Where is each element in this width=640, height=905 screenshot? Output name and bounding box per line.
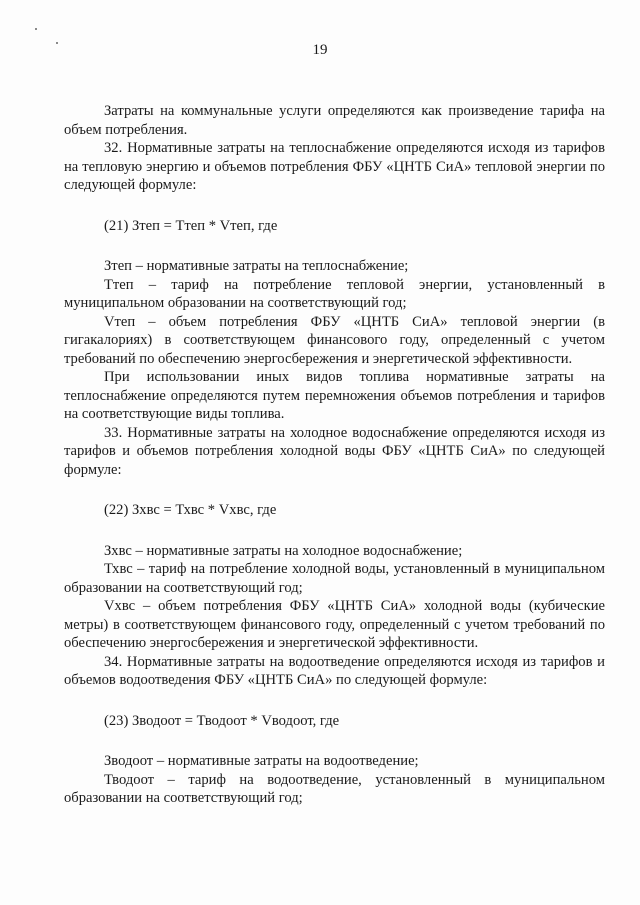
document-body bbox=[64, 102, 605, 808]
definition-zvodoot: Зводоот – нормативные затраты на водоотведение; bbox=[104, 753, 419, 769]
definition-vhvs: Vхвс – объем потребления ФБУ «ЦНТБ СиА» холодной воды (кубические метры) в соответствующем финансового году, определенный с учетом требований по обеспечению энергосбережения и энергетической эффективности. bbox=[64, 598, 605, 651]
definition-ttep: Ттеп – тариф на потребление тепловой энергии, установленный в муниципальном образовании на соответствующий год; bbox=[64, 276, 605, 311]
definition-tvodoot: Тводоот – тариф на водоотведение, установленный в муниципальном образовании на соответствующий год; bbox=[64, 771, 605, 806]
definition-vtep: Vтеп – объем потребления ФБУ «ЦНТБ СиА» тепловой энергии (в гигакалориях) в соответствующем финансового году, определенный с учетом требований по обеспечению энергосбережения и энергетической эффективности. bbox=[64, 313, 605, 367]
paragraph-33: 33. Нормативные затраты на холодное водоснабжение определяются исходя из тарифов и объемов потребления холодной воды ФБУ «ЦНТБ СиА» по следующей формуле: bbox=[64, 424, 605, 478]
paragraph-other-fuel: При использовании иных видов топлива нормативные затраты на теплоснабжение определяются путем перемножения объемов потребления и тарифов на соответствующие виды топлива. bbox=[64, 369, 605, 422]
paragraph-32: 32. Нормативные затраты на теплоснабжение определяются исходя из тарифов на тепловую энергию и объемов потребления ФБУ «ЦНТБ СиА» тепловой энергии по следующей формуле: bbox=[64, 140, 605, 193]
page-number: 19 bbox=[312, 42, 328, 58]
definition-thvs: Тхвс – тариф на потребление холодной воды, установленный в муниципальном образовании на соответствующий год; bbox=[64, 561, 605, 596]
formula-23: (23) Зводоот = Тводоот * Vводоот, где bbox=[104, 712, 340, 729]
definition-zhvs: Зхвс – нормативные затраты на холодное водоснабжение; bbox=[104, 542, 463, 559]
scan-speck-1 bbox=[35, 28, 37, 30]
paragraph-34: 34. Нормативные затраты на водоотведение определяются исходя из тарифов и объемов водоотведения ФБУ «ЦНТБ СиА» по следующей формуле: bbox=[64, 653, 605, 688]
paragraph-utilities: Затраты на коммунальные услуги определяются как произведение тарифа на объем потребления. bbox=[64, 103, 605, 138]
formula-22: (22) Зхвс = Тхвс * Vхвс, где bbox=[104, 502, 277, 518]
definition-ztep: Зтеп – нормативные затраты на теплоснабжение; bbox=[104, 258, 409, 274]
formula-21: (21) Зтеп = Ттеп * Vтеп, где bbox=[104, 217, 278, 234]
